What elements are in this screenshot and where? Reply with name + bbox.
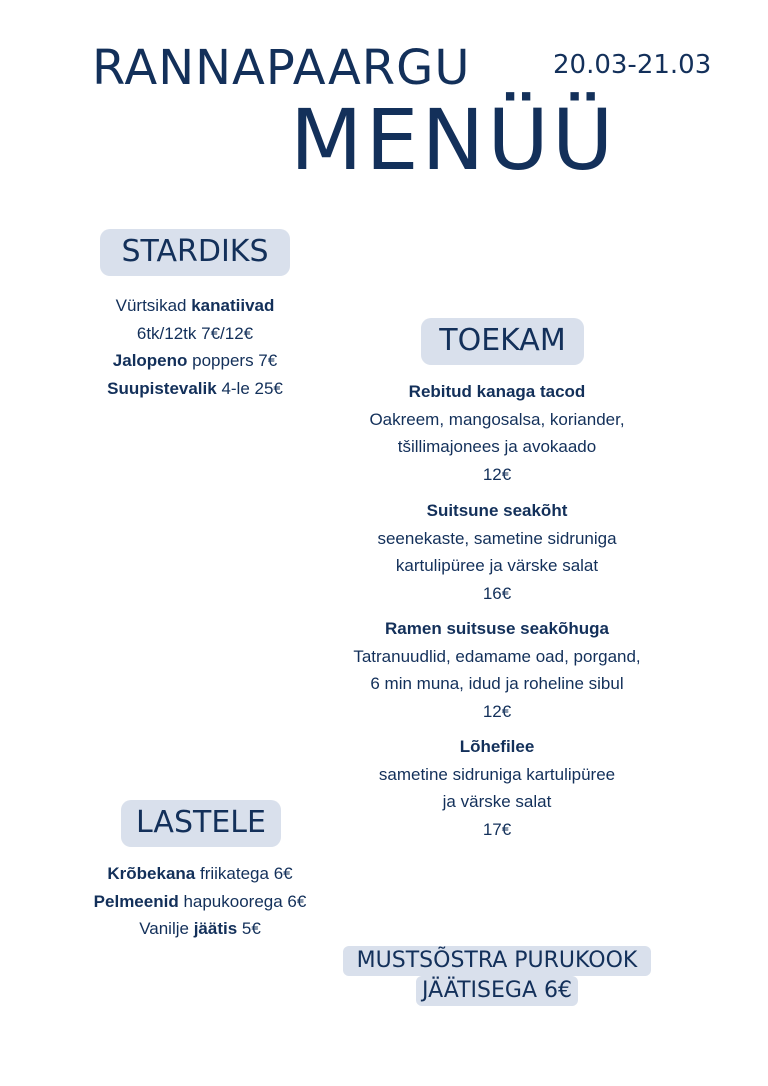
dessert-banner bbox=[342, 946, 652, 1006]
list-item: Vanilje jäätis 5€ bbox=[139, 919, 261, 938]
dish-price: 12€ bbox=[482, 464, 512, 484]
kids-list bbox=[70, 860, 330, 943]
dish-name: Rebitud kanaga tacod bbox=[408, 382, 586, 401]
list-item: Vürtsikad kanatiivad bbox=[115, 296, 275, 315]
dish-description: Oakreem, mangosalsa, koriander, bbox=[369, 409, 625, 429]
list-item: 6tk/12tk 7€/12€ bbox=[136, 323, 254, 343]
date-range: 20.03-21.03 bbox=[553, 50, 712, 80]
menu-title: MENÜÜ bbox=[290, 91, 617, 189]
dish-description: tšillimajonees ja avokaado bbox=[397, 437, 597, 456]
dish-name: Lõhefilee bbox=[459, 737, 535, 756]
dish-description: Tatranuudlid, edamame oad, porgand, bbox=[353, 646, 641, 666]
dessert-line: MUSTSÕSTRA PURUKOOK bbox=[343, 946, 651, 976]
dish-name: Suitsune seakõht bbox=[426, 501, 568, 520]
dish-item bbox=[320, 733, 674, 843]
dish-price: 16€ bbox=[482, 583, 512, 603]
kids-heading: LASTELE bbox=[121, 800, 281, 847]
dish-description: sametine sidruniga kartulipüree bbox=[378, 764, 616, 784]
starters-list bbox=[70, 292, 320, 402]
dish-price: 12€ bbox=[482, 701, 512, 721]
dish-description: 6 min muna, idud ja roheline sibul bbox=[370, 674, 624, 693]
list-item: Pelmeenid hapukoorega 6€ bbox=[93, 891, 307, 911]
starters-heading: STARDIKS bbox=[100, 229, 290, 276]
mains-heading: TOEKAM bbox=[421, 318, 584, 365]
dish-item bbox=[320, 615, 674, 725]
dish-description: ja värske salat bbox=[442, 792, 552, 811]
list-item: Krõbekana friikatega 6€ bbox=[107, 864, 293, 883]
restaurant-name: RANNAPAARGU bbox=[92, 40, 471, 96]
dish-description: seenekaste, sametine sidruniga bbox=[377, 528, 617, 548]
list-item: Jalopeno poppers 7€ bbox=[112, 351, 278, 370]
dish-name: Ramen suitsuse seakõhuga bbox=[385, 619, 609, 638]
dish-item bbox=[320, 497, 674, 607]
dessert-line: JÄÄTISEGA 6€ bbox=[416, 976, 578, 1006]
dish-price: 17€ bbox=[482, 819, 512, 839]
list-item: Suupistevalik 4-le 25€ bbox=[107, 378, 283, 398]
dish-description: kartulipüree ja värske salat bbox=[395, 556, 599, 575]
dish-item bbox=[320, 378, 674, 488]
